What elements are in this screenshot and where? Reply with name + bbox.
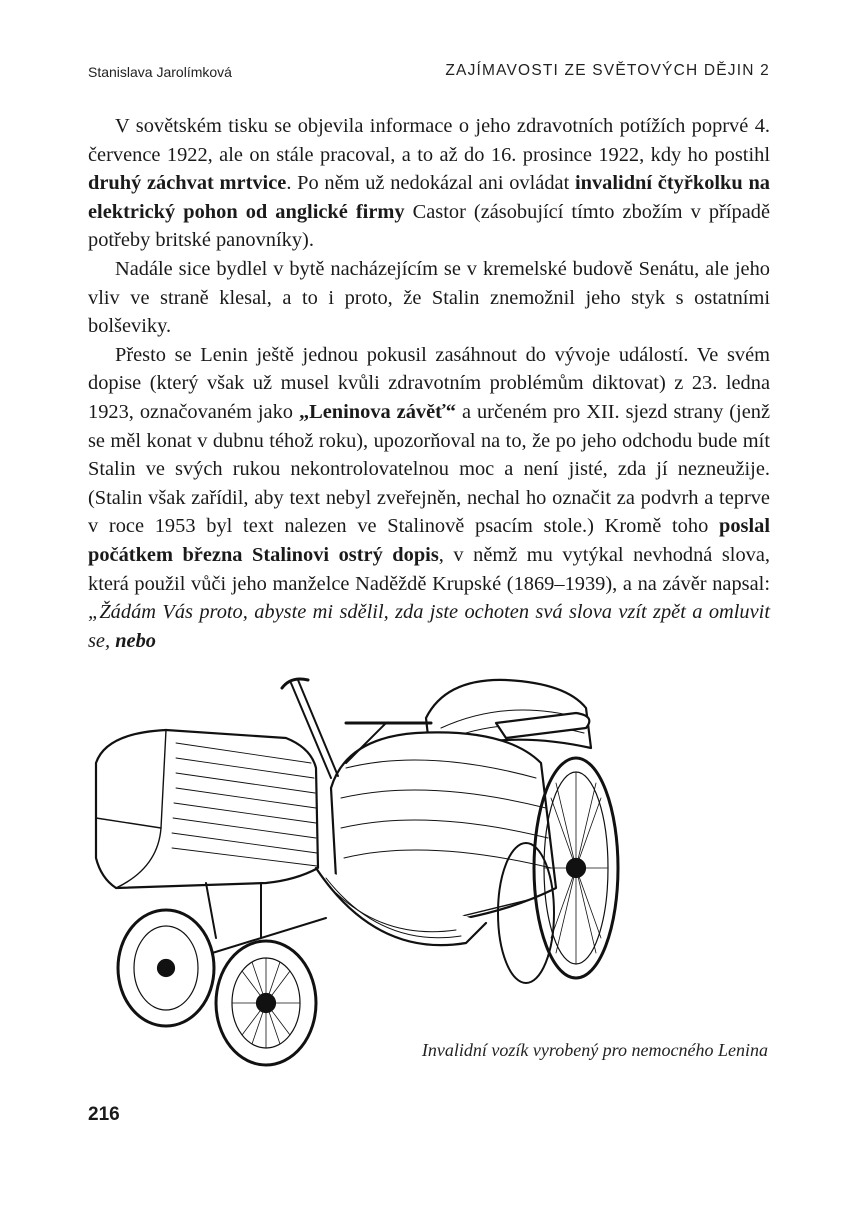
figure-caption: Invalidní vozík vyrobený pro nemocného Lenina [421,1040,768,1060]
bold-run: „Leninova závěť“ [298,400,456,423]
bold-run: druhý záchvat mrtvice [88,172,287,195]
text-run: V sovětském tisku se objevila informace o jeho zdravotních potížích poprvé 4. července 1922, ale on stále pracoval, a to až do 16. prosince 1922, kdy ho postihl [88,115,770,166]
paragraph-2: Nadále sice bydlel v bytě nacházejícím se v kremelské budově Senátu, ale jeho vliv ve straně klesal, a to i proto, že Stalin znemožnil jeho styk s ostatními bolševiky. [88,257,770,338]
text-run: , v němž mu vytýkal nevhodná slova, která použil vůči jeho manželce Naděždě Krupské (1869–1939), a na závěr napsal: [88,543,771,595]
text-run: a určeném pro XII. sjezd strany (jenž se měl konat v dubnu téhož roku), upozorňoval na to, že po jeho odchodu bude mít Stalin ve svých rukou nekontrolovatelnou moc a není jisté, zda jí nezneužije. (Stalin však zařídil, aby text nebyl zveřejněn, nechal ho označit za podvrh a teprve v roce 1953 byl text nalezen ve Stalinově psacím stole.) Kromě toho [88,400,770,538]
body-text [88,112,770,655]
bold-italic-run: nebo [115,629,156,652]
bold-run: poslal počátkem března Stalinovi ostrý dopis [88,515,770,566]
page-number: 216 [88,1104,120,1125]
running-header-author: Stanislava Jarolímková [88,64,232,80]
running-header-book-title: ZAJÍMAVOSTI ZE SVĚTOVÝCH DĚJIN 2 [445,62,770,79]
italic-run: „Žádám Vás proto, abyste mi sdělil, zda jste ochoten svá slova vzít zpět a omluvit se, [88,601,770,652]
text-run: Přesto se Lenin ještě jednou pokusil zasáhnout do vývoje událostí. Ve svém dopise (který však už musel kvůli zdravotním problémům diktovat) z 23. ledna 1923, označovaném jako [88,343,770,423]
bold-run: invalidní čtyřkolku na elektrický pohon od anglické firmy [88,172,770,223]
paragraph-1 [88,112,770,255]
wheelchair-illustration [86,668,626,1068]
text-run: Castor (zásobující tímto zbožím v případě potřeby britské panovníky). [88,200,770,252]
paragraph-3 [88,341,770,656]
text-run: . Po něm už nedokázal ani ovládat [286,172,575,195]
